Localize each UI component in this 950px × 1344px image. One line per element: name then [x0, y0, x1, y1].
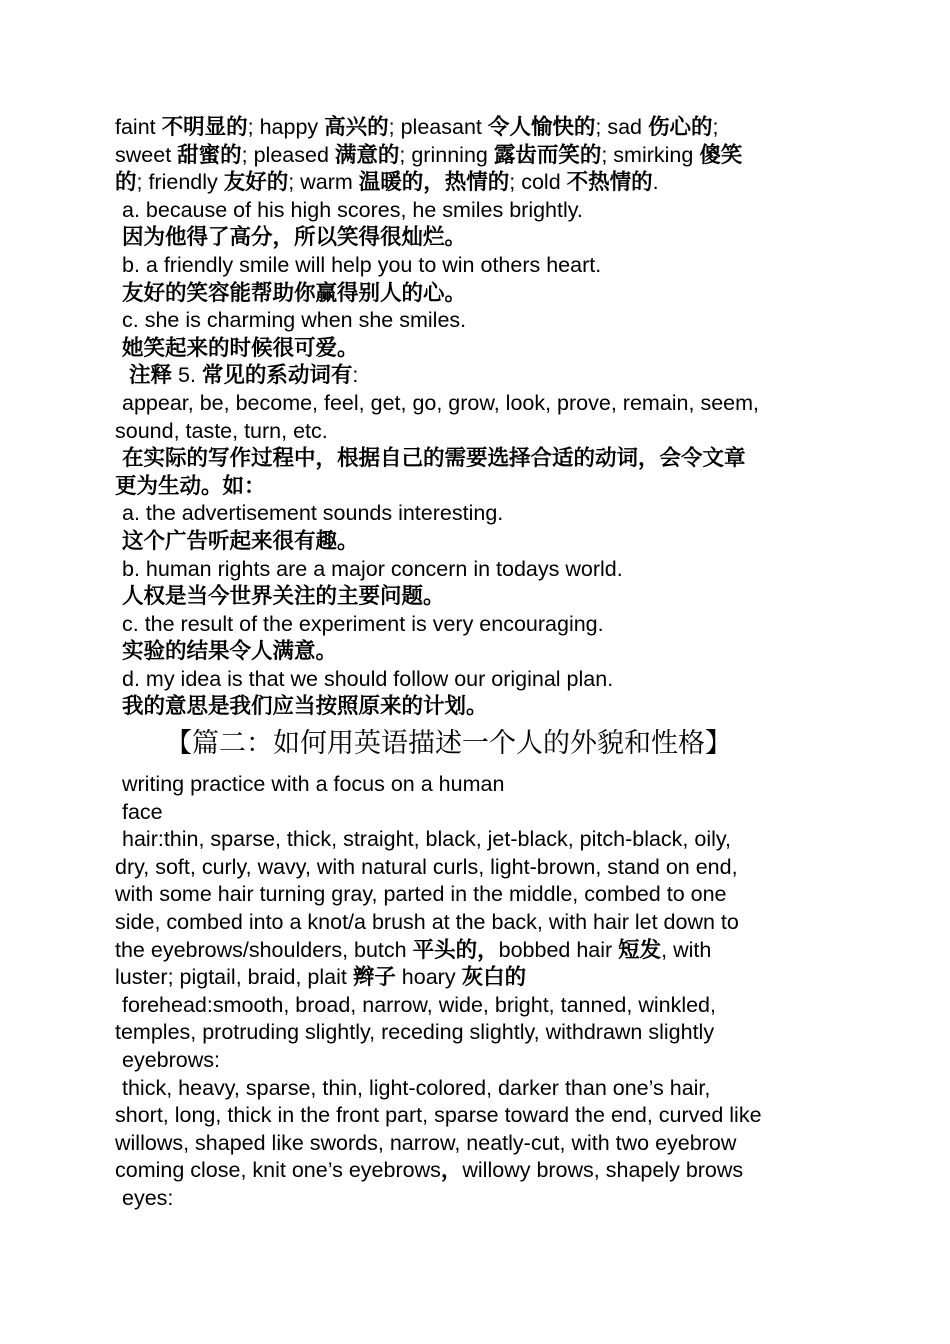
vocab-translation: 温暖的，热情的 [358, 170, 510, 195]
hair-text: luster; pigtail, braid, plait [115, 965, 353, 990]
example-zh: 她笑起来的时候很可爱。 [122, 335, 359, 360]
vocab-text: ; grinning [399, 142, 494, 167]
vocab-text: ; smirking [601, 142, 700, 167]
vocab-translation: 满意的 [334, 142, 400, 167]
hair-text: bobbed hair [498, 937, 619, 962]
hair-text: , with [661, 937, 712, 962]
example-en: b. human rights are a major concern in todays world. [122, 556, 623, 581]
vocab-translation: 的 [115, 170, 137, 195]
vocab-text: ; sad [595, 115, 648, 139]
hair-text: hoary [395, 965, 462, 990]
eyebrows-text: coming close, knit one’s eyebrows [115, 1158, 441, 1183]
hair-line: hair:thin, sparse, thick, straight, black, jet-black, pitch-black, oily, [122, 827, 732, 852]
hair-translation: 平头的， [412, 937, 499, 962]
example-en: c. the result of the experiment is very encouraging. [122, 611, 604, 636]
vocab-text: ; friendly [136, 170, 224, 195]
section-title: 【篇二：如何用英语描述一个人的外貌和性格】 [165, 728, 732, 760]
vocab-text: ; warm [288, 170, 359, 195]
linking-verbs-line: appear, be, become, feel, get, go, grow, look, prove, remain, seem, [122, 390, 760, 415]
example-zh: 我的意思是我们应当按照原来的计划。 [122, 694, 488, 719]
hair-translation: 短发 [618, 937, 662, 962]
eyebrows-line [115, 1157, 840, 1185]
example-zh: 友好的笑容能帮助你赢得别人的心。 [122, 280, 467, 305]
example-en: b. a friendly smile will help you to win others heart. [122, 252, 602, 277]
hair-line: with some hair turning gray, parted in the middle, combed to one [115, 882, 727, 907]
note-line [115, 362, 840, 390]
eyebrows-line: willows, shaped like swords, narrow, neatly-cut, with two eyebrow [115, 1130, 737, 1155]
document-page [115, 114, 840, 1213]
hair-text: the eyebrows/shoulders, butch [115, 937, 413, 962]
hair-line [115, 964, 840, 992]
vocab-translation: 伤心的 [647, 115, 713, 139]
vocab-translation: 露齿而笑的 [493, 142, 602, 167]
vocab-text: ; pleased [241, 142, 335, 167]
vocab-text: . [652, 170, 659, 195]
vocab-text: sweet [115, 142, 178, 167]
eyebrows-line: short, long, thick in the front part, sparse toward the end, curved like [115, 1103, 762, 1128]
eyes-label: eyes: [122, 1185, 174, 1210]
vocab-text: ; cold [509, 170, 567, 195]
hair-translation: 辫子 [352, 965, 396, 990]
vocab-translation: 高兴的 [324, 115, 389, 139]
example-zh: 这个广告听起来很有趣。 [122, 528, 359, 553]
example-zh: 实验的结果令人满意。 [122, 639, 338, 664]
note-number: 5. [177, 363, 202, 388]
eyebrows-label: eyebrows: [122, 1048, 220, 1072]
intro-line: writing practice with a focus on a human [122, 772, 505, 797]
hair-line: dry, soft, curly, wavy, with natural curls, light-brown, stand on end, [115, 854, 738, 879]
hair-line: side, combed into a knot/a brush at the back, with hair let down to [115, 910, 739, 935]
eyebrows-line: thick, heavy, sparse, thin, light-colored, darker than one’s hair, [122, 1075, 711, 1100]
note-label: 注释 [129, 363, 178, 388]
advice-line: 在实际的写作过程中，根据自己的需要选择合适的动词，会令文章 [122, 446, 746, 471]
vocab-translation: 不明显的 [161, 115, 248, 139]
forehead-line: temples, protruding slightly, receding slightly, withdrawn slightly [115, 1020, 715, 1045]
note-title: 常见的系动词有 [201, 363, 353, 388]
intro-line: face [122, 799, 163, 824]
vocab-line-3 [115, 169, 840, 197]
hair-translation: 灰白的 [461, 965, 527, 990]
example-zh: 因为他得了高分，所以笑得很灿烂。 [122, 225, 467, 250]
forehead-line: forehead:smooth, broad, narrow, wide, bright, tanned, winkled, [122, 992, 716, 1017]
vocab-translation: 友好的 [223, 170, 289, 195]
vocab-text: ; happy [247, 115, 325, 139]
example-en: a. because of his high scores, he smiles brightly. [122, 197, 583, 222]
hair-line [115, 937, 840, 965]
example-en: d. my idea is that we should follow our original plan. [122, 666, 614, 691]
vocab-translation: 傻笑 [699, 142, 743, 167]
example-zh: 人权是当今世界关注的主要问题。 [122, 584, 445, 609]
advice-line: 更为生动。如： [115, 473, 266, 498]
example-en: c. she is charming when she smiles. [122, 308, 467, 333]
linking-verbs-line: sound, taste, turn, etc. [115, 418, 328, 443]
vocab-translation: 令人愉快的 [487, 115, 596, 139]
vocab-text: ; pleasant [388, 115, 488, 139]
note-colon: : [352, 363, 359, 388]
example-en: a. the advertisement sounds interesting. [122, 501, 504, 526]
vocab-line-1 [115, 114, 840, 142]
vocab-translation: 甜蜜的 [177, 142, 242, 167]
vocab-text: faint [115, 115, 162, 139]
eyebrows-text: willowy brows, shapely brows [462, 1158, 744, 1183]
vocab-translation: 不热情的 [566, 170, 653, 195]
eyebrows-comma: ， [440, 1158, 463, 1183]
vocab-line-2 [115, 142, 840, 170]
vocab-text: ; [712, 115, 719, 139]
